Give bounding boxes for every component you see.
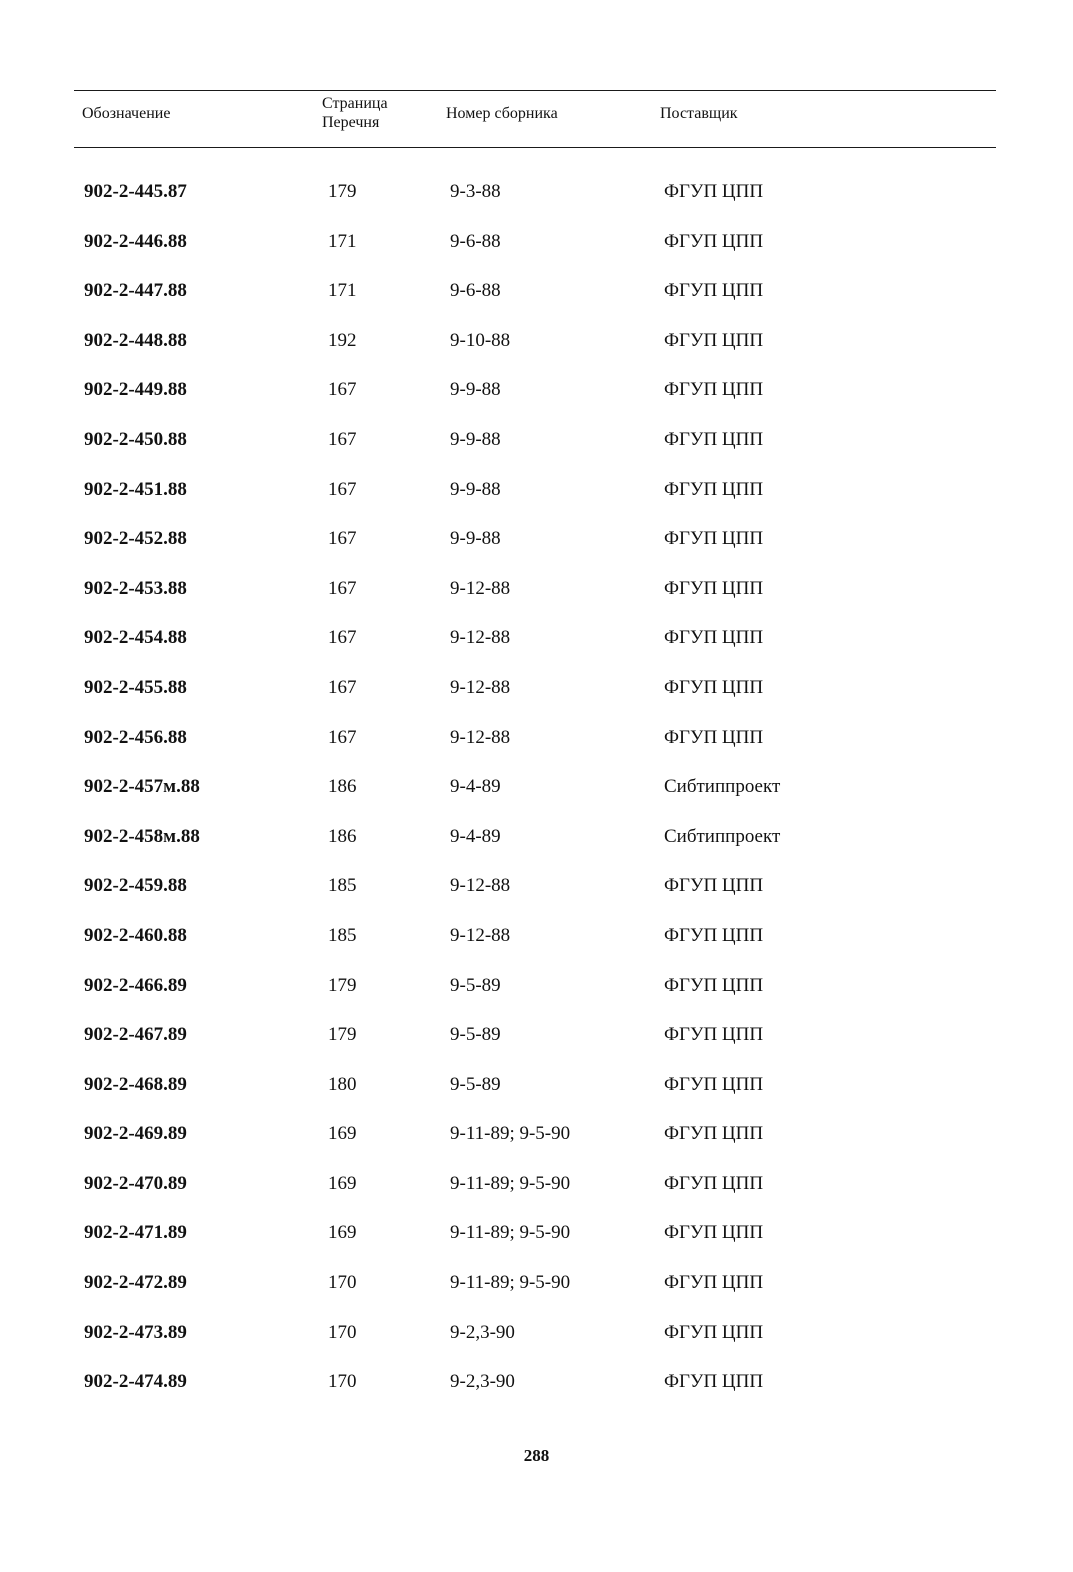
cell-supplier: ФГУП ЦПП bbox=[664, 230, 764, 252]
cell-designation: 902-2-459.88 bbox=[84, 875, 187, 897]
cell-collection-number: 9-2,3-90 bbox=[450, 1371, 515, 1393]
table-row bbox=[0, 813, 1073, 863]
cell-collection-number: 9-11-89; 9-5-90 bbox=[450, 1272, 571, 1294]
cell-supplier: ФГУП ЦПП bbox=[664, 528, 764, 550]
cell-collection-number: 9-2,3-90 bbox=[450, 1321, 515, 1343]
cell-supplier: ФГУП ЦПП bbox=[664, 428, 764, 450]
cell-list-page: 167 bbox=[328, 676, 357, 698]
cell-list-page: 167 bbox=[328, 428, 357, 450]
table-row bbox=[0, 614, 1073, 664]
cell-list-page: 185 bbox=[328, 875, 357, 897]
cell-list-page: 167 bbox=[328, 478, 357, 500]
table-row bbox=[0, 168, 1073, 218]
cell-designation: 902-2-467.89 bbox=[84, 1024, 187, 1046]
cell-supplier: ФГУП ЦПП bbox=[664, 1222, 764, 1244]
cell-supplier: ФГУП ЦПП bbox=[664, 1123, 764, 1145]
cell-designation: 902-2-473.89 bbox=[84, 1321, 187, 1343]
cell-designation: 902-2-468.89 bbox=[84, 1073, 187, 1095]
cell-list-page: 171 bbox=[328, 230, 357, 252]
cell-list-page: 169 bbox=[328, 1123, 357, 1145]
cell-collection-number: 9-12-88 bbox=[450, 577, 511, 599]
header-list-page-line1: Страница bbox=[322, 95, 388, 112]
table-header-rule bbox=[74, 147, 996, 148]
cell-list-page: 192 bbox=[328, 329, 357, 351]
table-row bbox=[0, 267, 1073, 317]
cell-collection-number: 9-5-89 bbox=[450, 1073, 501, 1095]
table-row bbox=[0, 1259, 1073, 1309]
cell-list-page: 180 bbox=[328, 1073, 357, 1095]
cell-list-page: 186 bbox=[328, 825, 357, 847]
table-row bbox=[0, 218, 1073, 268]
table-row bbox=[0, 515, 1073, 565]
cell-supplier: ФГУП ЦПП bbox=[664, 1371, 764, 1393]
cell-supplier: ФГУП ЦПП bbox=[664, 379, 764, 401]
cell-collection-number: 9-6-88 bbox=[450, 280, 501, 302]
cell-collection-number: 9-12-88 bbox=[450, 726, 511, 748]
cell-list-page: 171 bbox=[328, 280, 357, 302]
cell-collection-number: 9-4-89 bbox=[450, 825, 501, 847]
cell-supplier: ФГУП ЦПП bbox=[664, 974, 764, 996]
cell-designation: 902-2-456.88 bbox=[84, 726, 187, 748]
cell-list-page: 179 bbox=[328, 1024, 357, 1046]
cell-supplier: ФГУП ЦПП bbox=[664, 577, 764, 599]
cell-supplier: ФГУП ЦПП bbox=[664, 478, 764, 500]
cell-supplier: ФГУП ЦПП bbox=[664, 181, 764, 202]
cell-supplier: ФГУП ЦПП bbox=[664, 1024, 764, 1046]
table-row bbox=[0, 664, 1073, 714]
table-row bbox=[0, 416, 1073, 466]
cell-supplier: ФГУП ЦПП bbox=[664, 875, 764, 897]
table-row bbox=[0, 1358, 1073, 1408]
table-row bbox=[0, 1209, 1073, 1259]
table-header bbox=[0, 90, 1073, 147]
cell-list-page: 170 bbox=[328, 1321, 357, 1343]
cell-designation: 902-2-448.88 bbox=[84, 329, 187, 351]
cell-designation: 902-2-446.88 bbox=[84, 230, 187, 252]
cell-designation: 902-2-445.87 bbox=[84, 181, 187, 202]
cell-collection-number: 9-9-88 bbox=[450, 478, 501, 500]
cell-collection-number: 9-5-89 bbox=[450, 1024, 501, 1046]
cell-list-page: 179 bbox=[328, 181, 357, 202]
cell-list-page: 170 bbox=[328, 1371, 357, 1393]
table-row bbox=[0, 1110, 1073, 1160]
cell-collection-number: 9-9-88 bbox=[450, 528, 501, 550]
table-row bbox=[0, 1160, 1073, 1210]
cell-designation: 902-2-453.88 bbox=[84, 577, 187, 599]
cell-designation: 902-2-457м.88 bbox=[84, 776, 200, 798]
cell-designation: 902-2-472.89 bbox=[84, 1272, 187, 1294]
cell-designation: 902-2-452.88 bbox=[84, 528, 187, 550]
cell-designation: 902-2-450.88 bbox=[84, 428, 187, 450]
table-row bbox=[0, 962, 1073, 1012]
cell-collection-number: 9-11-89; 9-5-90 bbox=[450, 1123, 571, 1145]
table-row bbox=[0, 317, 1073, 367]
table-row bbox=[0, 763, 1073, 813]
cell-collection-number: 9-10-88 bbox=[450, 329, 511, 351]
table-row bbox=[0, 1061, 1073, 1111]
cell-supplier: Сибтиппроект bbox=[664, 825, 781, 847]
cell-designation: 902-2-466.89 bbox=[84, 974, 187, 996]
cell-supplier: ФГУП ЦПП bbox=[664, 924, 764, 946]
table-row bbox=[0, 1309, 1073, 1359]
cell-list-page: 185 bbox=[328, 924, 357, 946]
cell-designation: 902-2-460.88 bbox=[84, 924, 187, 946]
table-row bbox=[0, 565, 1073, 615]
cell-collection-number: 9-5-89 bbox=[450, 974, 501, 996]
header-supplier: Поставщик bbox=[660, 105, 738, 122]
cell-list-page: 167 bbox=[328, 379, 357, 401]
header-collection-number: Номер сборника bbox=[446, 105, 558, 122]
table-row bbox=[0, 862, 1073, 912]
cell-list-page: 169 bbox=[328, 1222, 357, 1244]
cell-supplier: ФГУП ЦПП bbox=[664, 1172, 764, 1194]
cell-supplier: ФГУП ЦПП bbox=[664, 280, 764, 302]
table-body bbox=[0, 168, 1073, 1408]
cell-collection-number: 9-9-88 bbox=[450, 379, 501, 401]
cell-list-page: 170 bbox=[328, 1272, 357, 1294]
table-row bbox=[0, 912, 1073, 962]
cell-designation: 902-2-470.89 bbox=[84, 1172, 187, 1194]
table-row bbox=[0, 1011, 1073, 1061]
cell-designation: 902-2-469.89 bbox=[84, 1123, 187, 1145]
cell-list-page: 179 bbox=[328, 974, 357, 996]
table-row bbox=[0, 366, 1073, 416]
cell-list-page: 167 bbox=[328, 627, 357, 649]
cell-supplier: ФГУП ЦПП bbox=[664, 1321, 764, 1343]
cell-list-page: 169 bbox=[328, 1172, 357, 1194]
cell-designation: 902-2-458м.88 bbox=[84, 825, 200, 847]
cell-supplier: ФГУП ЦПП bbox=[664, 1073, 764, 1095]
page-number: 288 bbox=[523, 1446, 550, 1465]
cell-supplier: ФГУП ЦПП bbox=[664, 726, 764, 748]
cell-designation: 902-2-449.88 bbox=[84, 379, 187, 401]
cell-collection-number: 9-3-88 bbox=[450, 181, 501, 202]
cell-collection-number: 9-6-88 bbox=[450, 230, 501, 252]
cell-designation: 902-2-471.89 bbox=[84, 1222, 187, 1244]
cell-designation: 902-2-447.88 bbox=[84, 280, 187, 302]
cell-supplier: ФГУП ЦПП bbox=[664, 627, 764, 649]
cell-designation: 902-2-474.89 bbox=[84, 1371, 187, 1393]
cell-collection-number: 9-12-88 bbox=[450, 676, 511, 698]
cell-collection-number: 9-12-88 bbox=[450, 627, 511, 649]
cell-supplier: ФГУП ЦПП bbox=[664, 676, 764, 698]
cell-list-page: 167 bbox=[328, 577, 357, 599]
cell-collection-number: 9-11-89; 9-5-90 bbox=[450, 1222, 571, 1244]
cell-list-page: 186 bbox=[328, 776, 357, 798]
cell-collection-number: 9-11-89; 9-5-90 bbox=[450, 1172, 571, 1194]
table-row bbox=[0, 714, 1073, 764]
cell-list-page: 167 bbox=[328, 528, 357, 550]
table-row bbox=[0, 466, 1073, 516]
cell-supplier: ФГУП ЦПП bbox=[664, 1272, 764, 1294]
header-list-page bbox=[322, 94, 388, 132]
cell-designation: 902-2-454.88 bbox=[84, 627, 187, 649]
cell-supplier: Сибтиппроект bbox=[664, 776, 781, 798]
cell-collection-number: 9-12-88 bbox=[450, 924, 511, 946]
cell-designation: 902-2-455.88 bbox=[84, 676, 187, 698]
cell-collection-number: 9-4-89 bbox=[450, 776, 501, 798]
header-designation: Обозначение bbox=[82, 105, 171, 122]
cell-collection-number: 9-9-88 bbox=[450, 428, 501, 450]
cell-collection-number: 9-12-88 bbox=[450, 875, 511, 897]
cell-list-page: 167 bbox=[328, 726, 357, 748]
header-list-page-line2: Перечня bbox=[322, 114, 380, 131]
cell-supplier: ФГУП ЦПП bbox=[664, 329, 764, 351]
cell-designation: 902-2-451.88 bbox=[84, 478, 187, 500]
